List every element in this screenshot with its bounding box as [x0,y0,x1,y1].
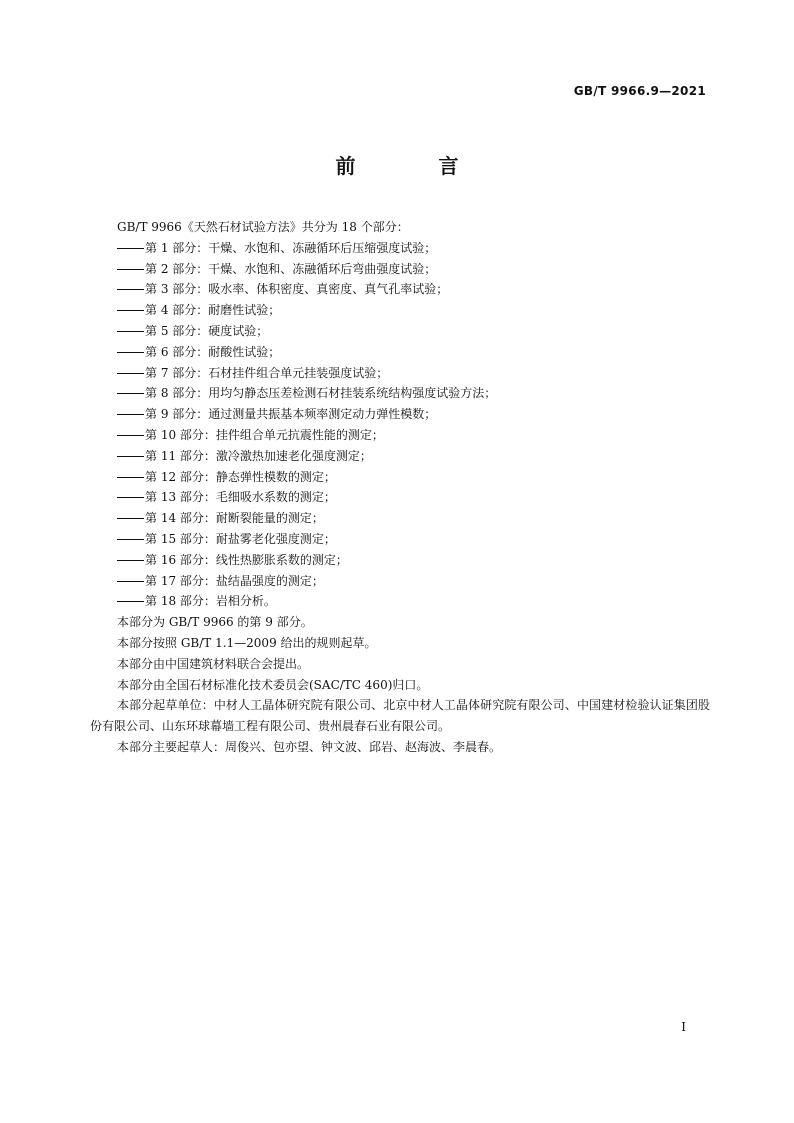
dash-mark [117,581,144,582]
dash-mark [117,539,144,540]
standard-number: GB/T 9966.9—2021 [573,84,706,98]
dash-mark [117,248,144,249]
part-text: 第 2 部分：干燥、水饱和、冻融循环后弯曲强度试验； [145,261,437,276]
dash-mark [117,497,144,498]
part-text: 第 6 部分：耐酸性试验； [145,344,281,359]
part-text: 第 17 部分：盐结晶强度的测定； [145,573,324,588]
statement-drafting-rules: 本部分按照 GB/T 1.1—2009 给出的规则起草。 [117,635,377,650]
part-item [90,529,710,550]
page-number: I [681,1020,686,1034]
dash-mark [117,269,144,270]
dash-mark [117,518,144,519]
statement-drafters: 本部分主要起草人：周俊兴、包亦望、钟文波、邱岩、赵海波、李晨春。 [117,739,502,754]
foreword-body [90,217,710,758]
page-title: 前 言 [335,154,497,178]
part-item [90,571,710,592]
part-item [90,425,710,446]
part-text: 第 12 部分：静态弹性模数的测定； [145,469,336,484]
dash-mark [117,456,144,457]
part-item [90,383,710,404]
dash-mark [117,373,144,374]
dash-mark [117,393,144,394]
part-item [90,238,710,259]
dash-mark [117,331,144,332]
parts-list [90,238,710,612]
part-item [90,279,710,300]
statement-part-number: 本部分为 GB/T 9966 的第 9 部分。 [117,615,313,630]
part-text: 第 13 部分：毛细吸水系数的测定； [145,490,336,505]
part-item [90,487,710,508]
part-item [90,467,710,488]
dash-mark [117,435,144,436]
part-item [90,342,710,363]
dash-mark [117,289,144,290]
statement-drafting-organizations: 本部分起草单位：中材人工晶体研究院有限公司、北京中材人工晶体研究院有限公司、中国建材检验认证集团股份有限公司、山东环球幕墙工程有限公司、贵州晨春石业有限公司。 [90,698,710,734]
statement-proposer: 本部分由中国建筑材料联合会提出。 [117,656,310,671]
statement-technical-committee: 本部分由全国石材标准化技术委员会(SAC/TC 460)归口。 [117,677,429,692]
dash-mark [117,310,144,311]
part-text: 第 11 部分：激冷激热加速老化强度测定； [145,448,372,463]
part-text: 第 1 部分：干燥、水饱和、冻融循环后压缩强度试验； [145,240,437,255]
part-text: 第 16 部分：线性热膨胀系数的测定； [145,552,348,567]
dash-mark [117,414,144,415]
part-text: 第 5 部分：硬度试验； [145,323,269,338]
part-text: 第 10 部分：挂件组合单元抗震性能的测定； [145,427,384,442]
part-text: 第 15 部分：耐盐雾老化强度测定； [145,531,336,546]
dash-mark [117,560,144,561]
intro-line: GB/T 9966《天然石材试验方法》共分为 18 个部分： [117,220,409,234]
part-item [90,259,710,280]
part-text: 第 3 部分：吸水率、体积密度、真密度、真气孔率试验； [145,282,449,297]
part-text: 第 4 部分：耐磨性试验； [145,303,281,318]
part-item [90,363,710,384]
part-item [90,300,710,321]
dash-mark [117,352,144,353]
part-text: 第 18 部分：岩相分析。 [145,594,276,609]
part-text: 第 7 部分：石材挂件组合单元挂装强度试验； [145,365,389,380]
part-item [90,508,710,529]
part-item [90,550,710,571]
part-item [90,321,710,342]
dash-mark [117,601,144,602]
part-text: 第 9 部分：通过测量共振基本频率测定动力弹性模数； [145,407,437,422]
part-item [90,591,710,612]
dash-mark [117,477,144,478]
part-item [90,404,710,425]
part-text: 第 14 部分：耐断裂能量的测定； [145,511,324,526]
part-item [90,446,710,467]
part-text: 第 8 部分：用均匀静态压差检测石材挂装系统结构强度试验方法； [145,386,497,401]
